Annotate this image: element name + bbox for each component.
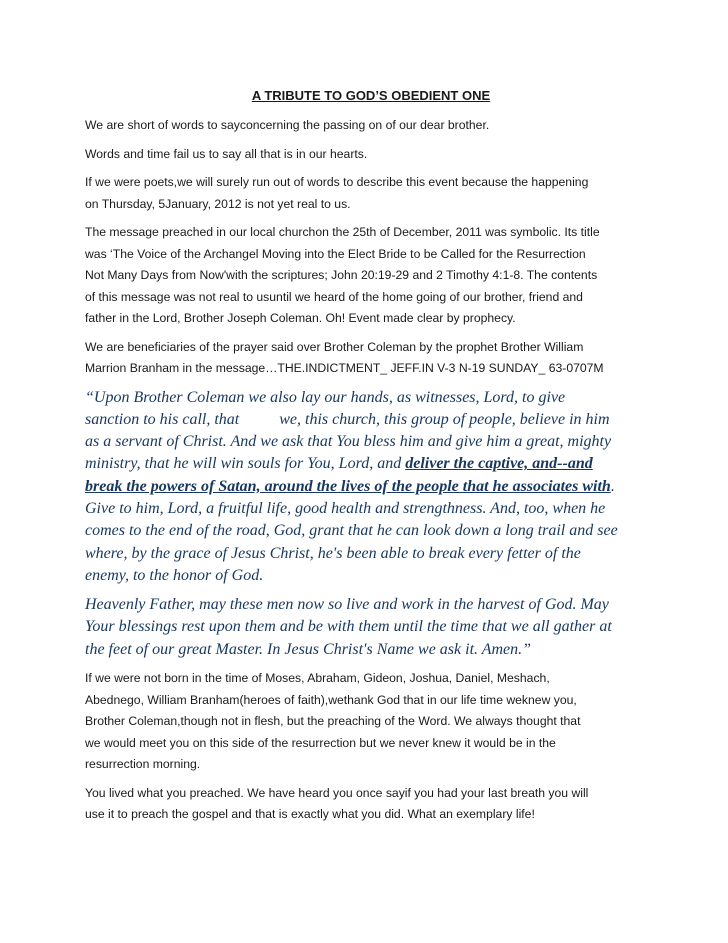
text-line: Brother Coleman,though not in flesh, but the preaching of the Word. We always thought that [85, 714, 581, 729]
quote-line: the feet of our great Master. In Jesus Christ's Name we ask it. Amen.” [85, 640, 532, 658]
paragraph-2 [85, 144, 657, 166]
text-line: we would meet you on this side of the resurrection but we never knew it would be in the [85, 735, 556, 750]
paragraph-4 [85, 222, 657, 330]
quote-line: as a servant of Christ. And we ask that You bless him and give him a great, mighty [85, 433, 612, 451]
text-line: If we were poets,we will surely run out of words to describe this event because the happening [85, 175, 589, 189]
text-line: Marrion Branham in the message…THE.INDICTMENT_ JEFF.IN V-3 N-19 SUNDAY_ 63-0707M [85, 361, 604, 375]
document-title: A TRIBUTE TO GOD’S OBEDIENT ONE [251, 88, 491, 103]
quote-line: comes to the end of the road, God, grant that he can look down a long trail and see [85, 522, 618, 540]
underlined-quote-text: deliver the captive, and--and [405, 455, 593, 473]
quote-line: sanction to his call, that we, this church, this group of people, believe in him [85, 410, 610, 428]
quote-line: “Upon Brother Coleman we also lay our hands, as witnesses, Lord, to give [85, 388, 566, 406]
quote-text: . [610, 477, 615, 495]
prayer-quote-1 [85, 387, 657, 588]
text-line: Abednego, William Branham(heroes of faith),wethank God that in our life time weknew you, [85, 692, 577, 707]
quote-line: where, by the grace of Jesus Christ, he's been able to break every fetter of the [85, 544, 581, 562]
quote-line: Give to him, Lord, a fruitful life, good health and strengthness. And, too, when he [85, 499, 606, 517]
text-line: You lived what you preached. We have heard you once sayif you had your last breath you will [85, 785, 589, 800]
document-page [85, 88, 657, 833]
text-line: We are beneficiaries of the prayer said over Brother Coleman by the prophet Brother William [85, 339, 584, 354]
text-line: We are short of words to sayconcerning the passing on of our dear brother. [85, 118, 490, 132]
paragraph-6 [85, 668, 657, 776]
paragraph-3 [85, 172, 657, 215]
text-line: on Thursday, 5January, 2012 is not yet real to us. [85, 196, 351, 211]
text-line: The message preached in our local churchon the 25th of December, 2011 was symbolic. Its title [85, 225, 600, 239]
text-line: was ‘The Voice of the Archangel Moving into the Elect Bride to be Called for the Resurrection [85, 246, 586, 261]
text-line: Not Many Days from Now'with the scriptures; John 20:19-29 and 2 Timothy 4:1-8. The contents [85, 268, 598, 282]
paragraph-1 [85, 115, 657, 137]
quote-line [85, 453, 657, 475]
text-line: resurrection morning. [85, 757, 201, 772]
underlined-quote-text: break the powers of Satan, around the lives of the people that he associates with [85, 477, 611, 495]
quote-line [85, 476, 657, 498]
quote-text: ministry, that he will win souls for You, Lord, and [85, 455, 406, 473]
text-line: father in the Lord, Brother Joseph Coleman. Oh! Event made clear by prophecy. [85, 311, 516, 325]
quote-line: Your blessings rest upon them and be with them until the time that we all gather at [85, 618, 612, 636]
text-line: use it to preach the gospel and that is exactly what you did. What an exemplary life! [85, 807, 535, 822]
text-line: of this message was not real to usuntil we heard of the home going of our brother, friend and [85, 289, 583, 304]
paragraph-5 [85, 337, 657, 380]
quote-line: Heavenly Father, may these men now so live and work in the harvest of God. May [85, 596, 609, 614]
prayer-quote-2 [85, 594, 657, 661]
text-line: Words and time fail us to say all that is in our hearts. [85, 146, 368, 161]
text-line: If we were not born in the time of Moses, Abraham, Gideon, Joshua, Daniel, Meshach, [85, 671, 550, 686]
quote-line: enemy, to the honor of God. [85, 566, 264, 584]
paragraph-7 [85, 783, 657, 826]
